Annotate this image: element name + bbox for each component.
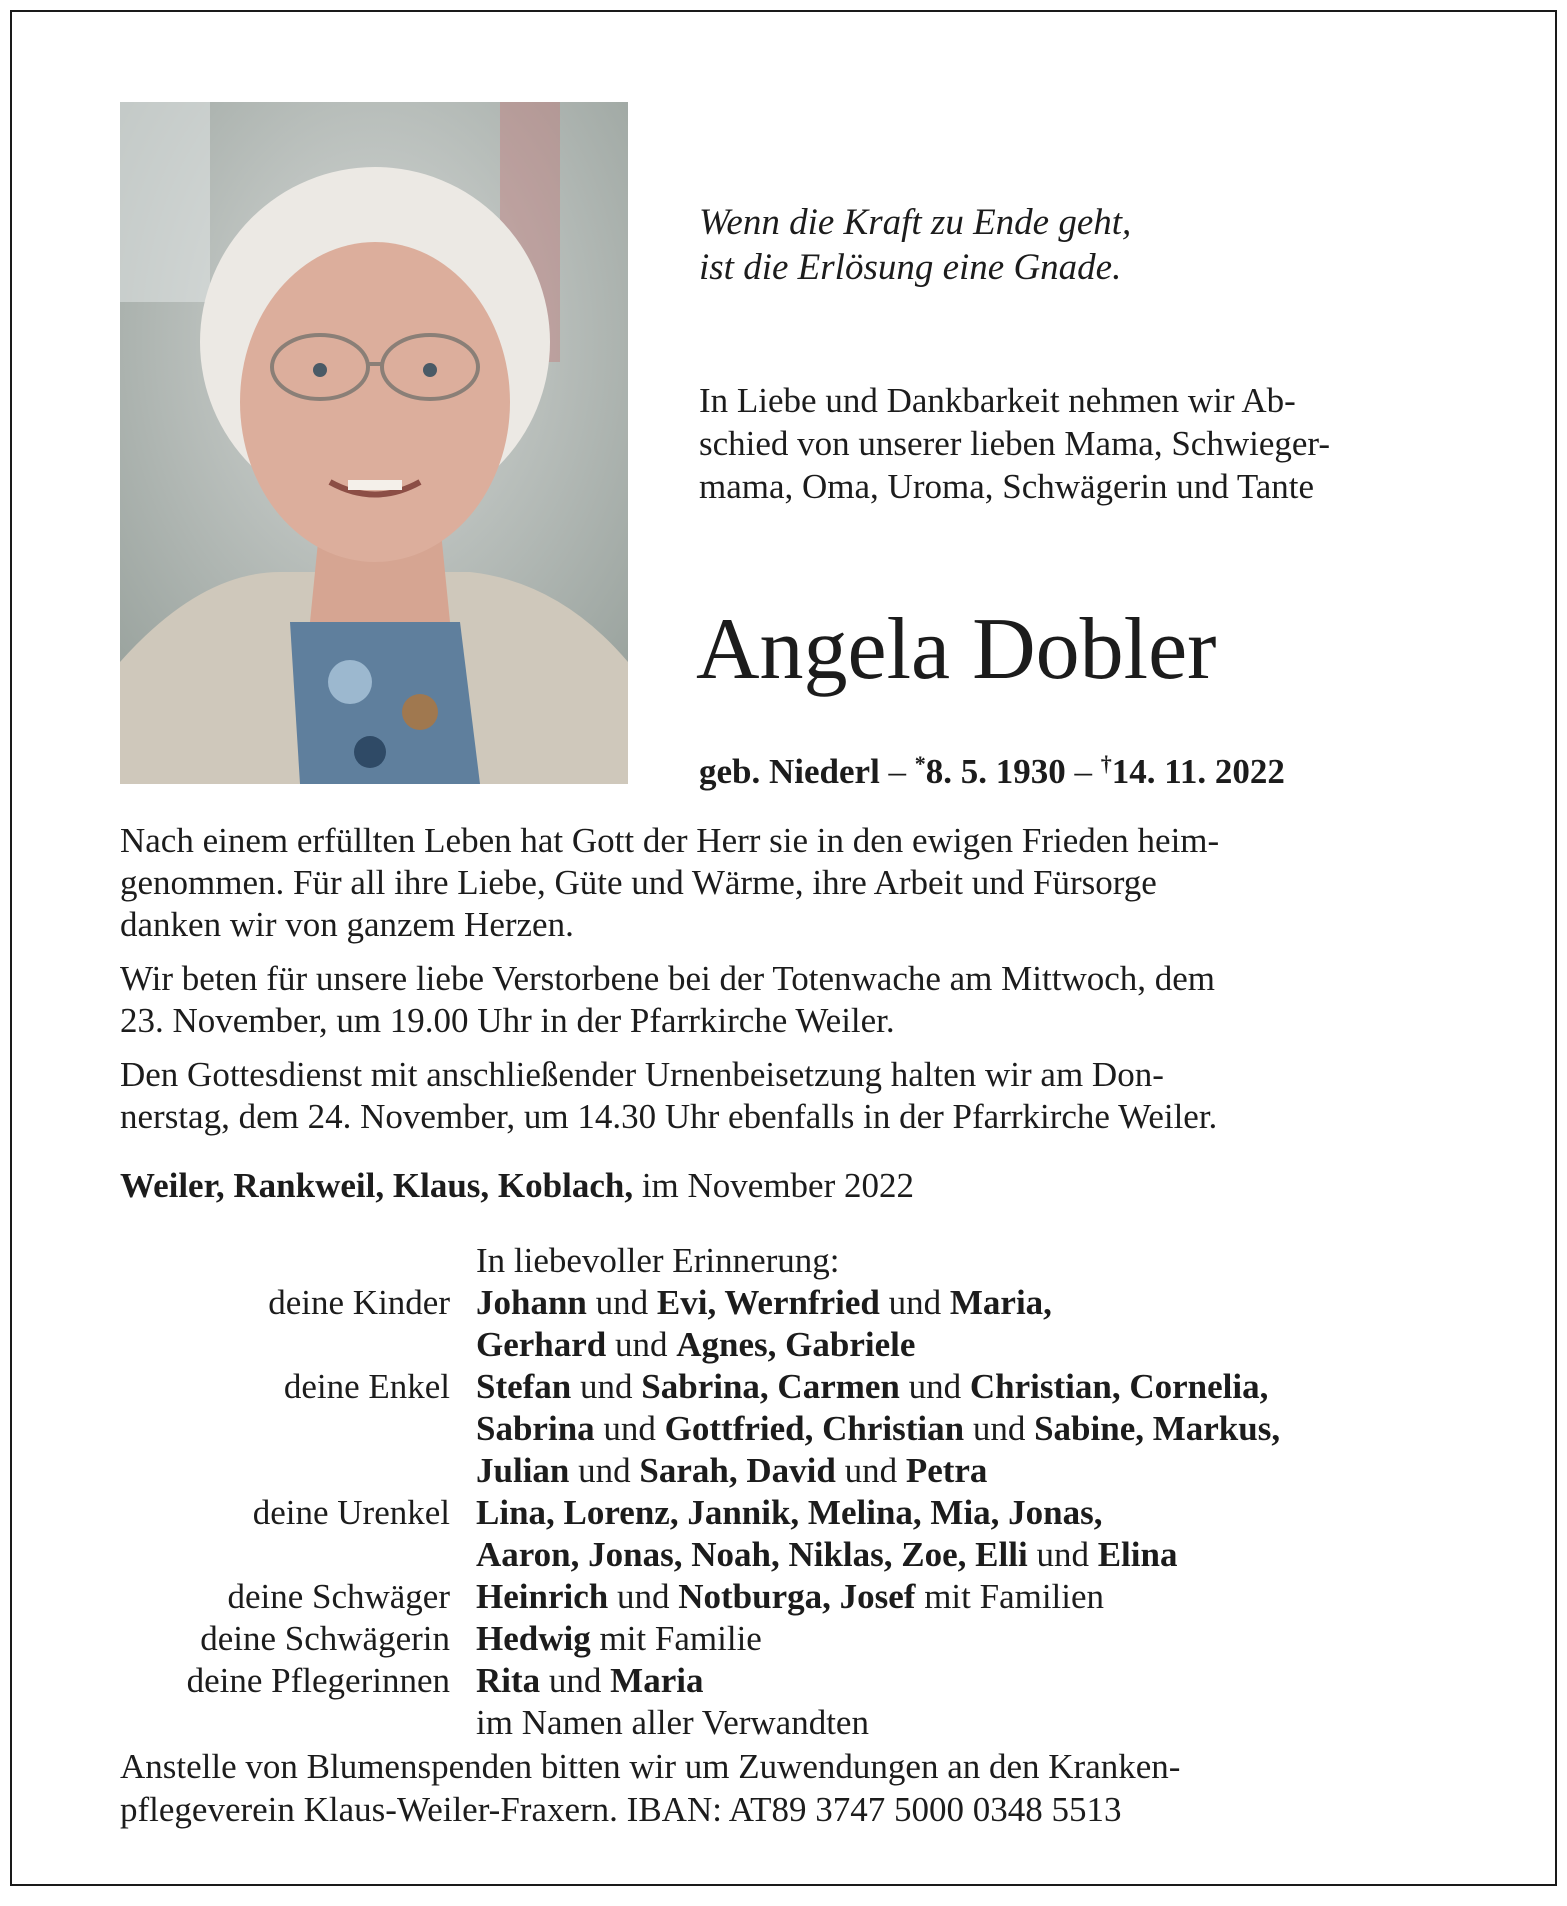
name-petra: Petra [905, 1451, 988, 1490]
family-row-kinder: deine Kinder Johann und Evi, Wernfried und Maria, Gerhard und Agnes, Gabriele [120, 1282, 1460, 1366]
p1-line-3: danken wir von ganzem Herzen. [120, 905, 574, 944]
quote-line-1: Wenn die Kraft zu Ende geht, [699, 202, 1132, 243]
family-closing-row [120, 1702, 1460, 1744]
donation-line-2: pflegeverein Klaus-Weiler-Fraxern. IBAN: AT89 3747 5000 0348 5513 [120, 1790, 1122, 1829]
name-sarah-david: Sarah, David [639, 1451, 836, 1490]
birth-symbol: * [914, 751, 926, 776]
name-sabrina-carmen: Sabrina, Carmen [641, 1367, 900, 1406]
family-list [120, 1240, 1460, 1744]
life-dates [699, 742, 1285, 794]
notice-date: im November 2022 [641, 1166, 915, 1205]
paragraph-wake [120, 958, 1450, 1042]
name-heinrich: Heinrich [476, 1577, 609, 1616]
name-stefan: Stefan [476, 1367, 572, 1406]
label-kinder: deine Kinder [268, 1283, 450, 1322]
name-gottfried-christian: Gottfried, Christian [664, 1409, 965, 1448]
death-symbol: † [1100, 751, 1112, 776]
family-row-urenkel: deine Urenkel Lina, Lorenz, Jannik, Melina, Mia, Jonas, Aaron, Jonas, Noah, Niklas, Zoe, Elli und Elina [120, 1492, 1460, 1576]
name-maria: Maria, [949, 1283, 1052, 1322]
p2-line-1: Wir beten für unsere liebe Verstorbene bei der Totenwache am Mittwoch, dem [120, 959, 1216, 998]
family-closing: im Namen aller Verwandten [476, 1703, 869, 1742]
dates-separator-2: – [1074, 752, 1093, 791]
obituary-notice [10, 10, 1557, 1886]
p1-line-1: Nach einem erfüllten Leben hat Gott der Herr sie in den ewigen Frieden heim- [120, 821, 1220, 860]
deceased-name: Angela Dobler [696, 601, 1217, 698]
label-enkel: deine Enkel [283, 1367, 450, 1406]
name-notburga-josef: Notburga, Josef [678, 1577, 916, 1616]
names-urenkel-1: Lina, Lorenz, Jannik, Melina, Mia, Jonas, [476, 1493, 1103, 1532]
name-julian: Julian [476, 1451, 570, 1490]
birth-date: 8. 5. 1930 [925, 752, 1066, 791]
family-row-enkel: deine Enkel Stefan und Sabrina, Carmen und Christian, Cornelia, Sabrina und Gottfried, Christian und Sabine, Markus, Julian und Sarah, David und Petra [120, 1366, 1460, 1492]
quote-line-2: ist die Erlösung eine Gnade. [699, 247, 1122, 288]
death-date: 14. 11. 2022 [1111, 752, 1285, 791]
dates-separator-1: – [888, 752, 907, 791]
epigraph-quote [699, 200, 1459, 290]
maiden-name: geb. Niederl [699, 752, 880, 791]
p3-line-2: nerstag, dem 24. November, um 14.30 Uhr ebenfalls in der Pfarrkirche Weiler. [120, 1097, 1218, 1136]
paragraph-life [120, 820, 1450, 946]
intro-line-1: In Liebe und Dankbarkeit nehmen wir Ab- [699, 381, 1296, 420]
obituary-body [120, 820, 1450, 1150]
p1-line-2: genommen. Für all ihre Liebe, Güte und Wärme, ihre Arbeit und Fürsorge [120, 863, 1157, 902]
label-pflegerinnen: deine Pflegerinnen [186, 1661, 450, 1700]
family-heading-row [120, 1240, 1460, 1282]
name-gerhard: Gerhard [476, 1325, 607, 1364]
label-schwaegerin: deine Schwägerin [200, 1619, 450, 1658]
name-christian-cornelia: Christian, Cornelia, [969, 1367, 1269, 1406]
portrait-photo [120, 102, 628, 784]
name-sabine-markus: Sabine, Markus, [1034, 1409, 1281, 1448]
name-sabrina: Sabrina [476, 1409, 595, 1448]
paragraph-service [120, 1054, 1450, 1138]
place-and-date [120, 1165, 914, 1207]
name-agnes-gabriele: Agnes, Gabriele [676, 1325, 916, 1364]
name-elina: Elina [1097, 1535, 1178, 1574]
intro-text [699, 379, 1459, 508]
name-rita: Rita [476, 1661, 541, 1700]
p2-line-2: 23. November, um 19.00 Uhr in der Pfarrkirche Weiler. [120, 1001, 895, 1040]
name-evi-wernfried: Evi, Wernfried [656, 1283, 880, 1322]
name-hedwig: Hedwig [476, 1619, 591, 1658]
donation-line-1: Anstelle von Blumenspenden bitten wir um Zuwendungen an den Kranken- [120, 1747, 1181, 1786]
towns: Weiler, Rankweil, Klaus, Koblach, [120, 1166, 634, 1205]
family-row-schwaegerin: deine Schwägerin Hedwig mit Familie [120, 1618, 1460, 1660]
label-urenkel: deine Urenkel [252, 1493, 450, 1532]
portrait-illustration [120, 102, 628, 784]
family-row-pflegerinnen: deine Pflegerinnen Rita und Maria [120, 1660, 1460, 1702]
p3-line-1: Den Gottesdienst mit anschließender Urnenbeisetzung halten wir am Don- [120, 1055, 1164, 1094]
name-maria-pflegerin: Maria [610, 1661, 704, 1700]
donation-note [120, 1745, 1450, 1831]
name-johann: Johann [476, 1283, 587, 1322]
names-urenkel-2: Aaron, Jonas, Noah, Niklas, Zoe, Elli [476, 1535, 1028, 1574]
intro-line-2: schied von unserer lieben Mama, Schwieger- [699, 424, 1331, 463]
intro-line-3: mama, Oma, Uroma, Schwägerin und Tante [699, 467, 1315, 506]
family-heading: In liebevoller Erinnerung: [476, 1241, 840, 1280]
label-schwaeger: deine Schwäger [227, 1577, 450, 1616]
family-row-schwaeger: deine Schwäger Heinrich und Notburga, Josef mit Familien [120, 1576, 1460, 1618]
